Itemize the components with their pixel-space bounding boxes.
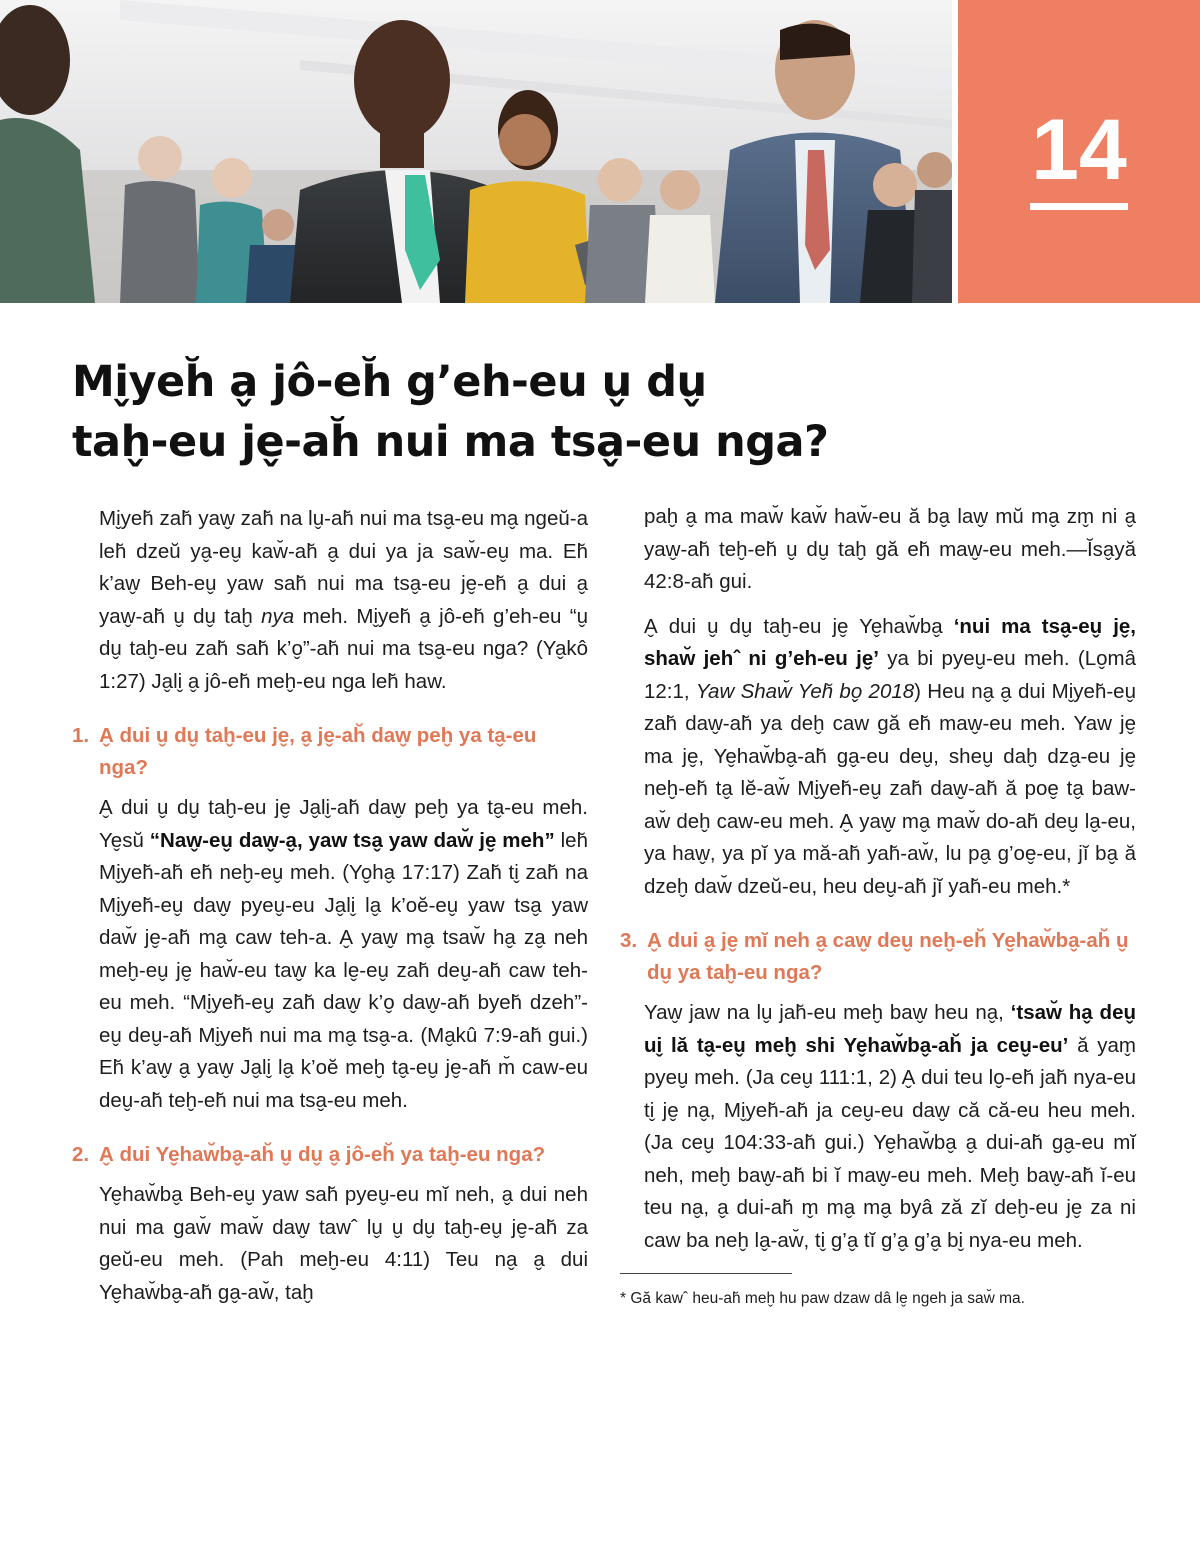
answer-3-bold: ‘tsaw̆ ha̬ deu̬ ui̬ lă ta̬-eu̬ meh̬ shi Ye̬haw̆ba̬-ah̆ ja ceu̬-eu’ [644,1001,1137,1057]
answer-2b-italic: Yaw Shaw̆ Yeh̆ bo̬ 2018 [695,679,915,703]
answer-2b-text-3: ) Heu na̬ a̬ dui Mi̬yeh̆-eu̬ zah̆ daw̬-ah̆ ya deh̬ caw gă eh̆ maw̬-eu meh. Yaw je̬ ma je̬, Ye̬haw̆ba̬-ah̆ ga̬-eu deu̬, sheu̬ dah̬ dza̬-eu je̬ neh̬-eh̆ ta̬ lĕ-aw̆ Mi̬yeh̆-eu̬ zah̆ daw̬-ah̆ ă poe̬ ta̬ baw-aw̆ deh̬ caw-eu meh. A̬ yaw̬ ma̬ maw̆ do-ah̆ deu̬ la̬-eu, ya haw̬, ya pĭ ya mă-ah̆ yah̆-aw̆, lu pa̬ g’oe̬-eu, jĭ ba̬ ă dzeh̬ daw̆ dzeŭ-eu, heu deu̬-ah̆ jĭ yah̆-eu meh.* [644,679,1136,898]
answer-2b-text-2: ya bi pyeu̬-eu meh. (Lo̬mâ 12:1, [644,647,1136,703]
question-1 [72,720,588,784]
answer-2b-paragraph [620,611,1136,904]
question-3 [620,925,1136,989]
question-3-number: 3. [620,929,638,952]
answer-1-text-2: leh̆ Mi̬yeh̆-ah̆ eh̆ neh̬-eu̬ meh. (Yo̬ha̬ 17:17) Zah̆ ti̬ zah̆ na Mi̬yeh̆-eu̬ daw̬ pyeu̬-eu Ja̬li̬ la̬ k’oĕ-eu̬ yaw tsa̬ yaw daw̆ je̬-ah̆ ma̬ caw teh-a. A̬ yaw̬ ma̬ tsaw̆ ha̬ za̬ neh meh̬-eu̬ je̬ haw̆-eu taw̬ ka le̬-eu̬ zah̆ deu̬-ah̆ caw teh-eu meh. “Mi̬yeh̆-eu̬ zah̆ daw̬ k’o̬ daw̬-ah̆ byeh̆ dzeh”-eu̬ deu̬-ah̆ Mi̬yeh̆ nui ma ma̬ tsa̬-a. (Ma̬kû 7:9-ah̆ gui.) Eh̆ k’aw̬ a̬ yaw̬ Ja̬li̬ la̬ k’oĕ meh̬ ta̬-eu̬ je̬-ah̆ m̆ caw-eu deu̬-ah̆ teh̬-eh̆ nui ma tsa̬-eu meh. [99,828,588,1112]
intro-text-1: Mi̬yeh̆ zah̆ yaw̬ zah̆ na lu̬-ah̆ nui ma tsa̬-eu ma̬ ngeŭ-a leh̆ dzeŭ ya̬-eu̬ kaw̆-ah̆ a̬ dui ya ja saw̆-eu̬ ma. Eh̆ k’aw̬ Beh-eu̬ yaw sah̆ nui ma tsa̬-eu je̬-eh̆ a̬ dui a̬ yaw̬-ah̆ u̬ du̬ tah̬ [99,507,588,628]
answer-2-paragraph: Ye̬haw̆ba̬ Beh-eu̬ yaw sah̆ pyeu̬-eu mĭ neh, a̬ dui neh nui ma gaw̆ maw̆ daw̬ tawˆ lu̬ u̬ du̬ tah̬-eu̬ je̬-ah̆ za geŭ-eu meh. (Pah meh̬-eu 4:11) Teu na̬ a̬ dui Ye̬haw̆ba̬-ah̆ ga̬-aw̆, tah̬ [99,1183,588,1304]
intro-text-2: meh. Mi̬yeh̆ a̬ jô-eh̆ g’eh-eu “u̬ du̬ tah̬-eu zah̆ sah̆ k’o̬”-ah̆ nui ma tsa̬-eu nga? (Ya̬kô 1:27) Ja̬li̬ a̬ jô-eh̆ meh̬-eu nga leh̆ haw. [99,604,588,693]
question-3-text: A̬ dui a̬ je̬ mĭ neh a̬ caw̬ deu̬ neh̬-eh̆ Ye̬haw̆ba̬-ah̆ u̬ du̬ ya tah̬-eu nga? [647,929,1129,984]
answer-2b-bold: ‘nui ma tsa̬-eu̬ je̬, shaw̆ jehˆ ni g’eh-eu je̬’ [644,614,1137,670]
question-1-number: 1. [72,724,90,747]
answer-1-text-1: A̬ dui u̬ du̬ tah̬-eu je̬ Ja̬li̬-ah̆ daw̬ peh̬ ya ta̬-eu meh. Ye̬sŭ [99,796,588,852]
answer-1-bold: “Naw̬-eu̬ daw̬-a̬, yaw tsa̬ yaw daw̆ je̬ meh” [149,828,555,852]
header-photo [0,0,952,303]
answer-3-text-2: ă yam̬ pyeu̬ meh. (Ja ceu̬ 111:1, 2) A̬ dui teu lo̬-eh̆ jah̆ nya-eu ti̬ je̬ na̬, Mi̬yeh̆-ah̆ ja ceu̬-eu daw̬ că că-eu heu meh. (Ja ceu̬ 104:33-ah̆ gui.) Ye̬haw̆ba̬ a̬ dui-ah̆ ga̬-eu mĭ neh, meh̬ baw̬-ah̆ bi ĭ maw̬-eu meh. Meh̬ baw̬-ah̆ ĭ-eu teu na̬, a̬ dui-ah̆ m̬ ma̬ ma̬ byâ ză zĭ deh̬-eu je̬ za ni caw ba neh̬ la̬-aw̆, ti̬ g’a̬ tĭ g’a̬ g’a̬ bi̬ nya-eu meh. [644,1033,1136,1252]
congregation-singing-image [0,0,952,303]
question-2 [72,1139,588,1171]
answer-3-text-1: Yaw̬ jaw na lu̬ jah̆-eu meh̬ baw̬ heu na̬, [644,1001,1011,1024]
page-title-line-2: tah̬-eu je̬-ah̆ nui ma tsa̬-eu nga? [72,417,829,467]
footnote-divider [620,1273,792,1274]
intro-paragraph [72,503,588,698]
answer-3-paragraph [620,997,1136,1257]
question-1-text: A̬ dui u̬ du̬ tah̬-eu je̬, a̬ je̬-ah̆ daw̬ peh̬ ya ta̬-eu nga? [99,724,537,779]
question-2-number: 2. [72,1143,90,1166]
footnote: * Gă kawˆ heu-ah̆ meh̬ hu paw dzaw dâ le̬ ngeh ja saw̆ ma. [620,1290,1025,1307]
answer-1-paragraph [72,792,588,1117]
lesson-number-box [958,0,1200,303]
lesson-number: 14 [1031,102,1127,198]
left-column [72,503,588,1321]
intro-italic: nya [261,604,295,628]
page-title-line-1: Mi̬yeh̆ a̬ jô-eh̆ g’eh-eu u̬ du̬ [72,357,707,407]
answer-2b-text-1: A̬ dui u̬ du̬ tah̬-eu je̬ Ye̬haw̆ba̬ [644,614,954,638]
answer-2-continued-paragraph: pah̬ a̬ ma maw̆ kaw̆ haw̆-eu ă ba̬ law̬ mŭ ma̬ zm̬ ni a̬ yaw̬-ah̆ teh̬-eh̆ u̬ du̬ tah̬ gă eh̆ maw̬-eu meh.—Ĭsa̬yă 42:8-ah̆ gui. [644,505,1136,593]
question-2-text: A̬ dui Ye̬haw̆ba̬-ah̆ u̬ du̬ a̬ jô-eh̆ ya tah̬-eu nga? [99,1143,546,1166]
right-column [620,503,1136,1310]
page-title [72,352,1132,472]
lesson-number-underline [1030,203,1128,210]
